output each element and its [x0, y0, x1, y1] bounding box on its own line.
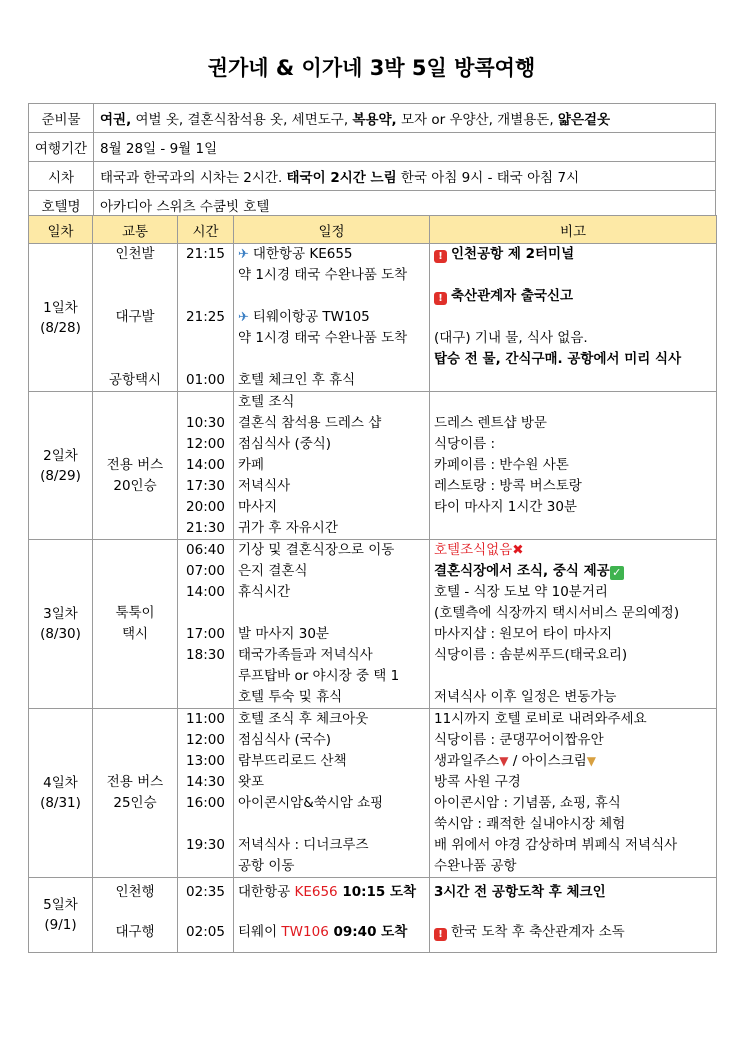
transport-line — [93, 370, 177, 391]
sched-text: 카페 — [238, 457, 265, 473]
transport-line — [93, 922, 177, 943]
transport-text: 툭툭이 — [115, 605, 155, 621]
time-line — [178, 455, 233, 476]
note-tail-text: / 아이스크림 — [508, 753, 587, 769]
time-line — [178, 370, 233, 391]
prep-part: 모자 or 우양산, 개별용돈, — [396, 112, 558, 128]
note-line — [430, 793, 716, 814]
note-line — [430, 709, 716, 730]
time-line — [178, 518, 233, 539]
note-line — [430, 476, 716, 497]
day-label: 2일차 — [43, 447, 78, 464]
time-cell — [178, 878, 234, 953]
prep-part: 복용약, — [352, 112, 397, 128]
note-text: 11시까지 호텔 로비로 내려와주세요 — [434, 711, 647, 727]
sched-text: 람부뜨리로드 산책 — [238, 753, 347, 769]
day-cell — [29, 244, 93, 392]
transport-line — [93, 666, 177, 687]
time-line — [178, 476, 233, 497]
time-text: 06:40 — [186, 542, 225, 558]
note-line — [430, 882, 716, 903]
transport-line — [93, 772, 177, 793]
transport-cell — [93, 878, 178, 953]
note-line — [430, 286, 716, 307]
sched-text: 기상 및 결혼식장으로 이동 — [238, 542, 395, 558]
timediff-text-b: 태국이 2시간 느림 — [286, 170, 397, 186]
flight-airline: 대한항공 — [238, 884, 295, 900]
note-text: 식당이름 : — [434, 436, 496, 452]
sched-line — [234, 922, 429, 943]
timediff-label: 시차 — [29, 162, 94, 191]
time-line — [178, 540, 233, 561]
sched-text: 결혼식 참석용 드레스 샵 — [238, 415, 382, 431]
day-row — [29, 392, 717, 540]
info-table — [28, 103, 716, 220]
day-label: 3일차 — [43, 606, 78, 622]
transport-line — [93, 687, 177, 708]
airplane-icon: ✈ — [238, 247, 249, 262]
note-text: 3시간 전 공항도착 후 체크인 — [434, 884, 606, 900]
day-date: (8/29) — [40, 467, 81, 484]
transport-line — [93, 624, 177, 645]
prep-part: 여권, — [100, 112, 132, 128]
note-line — [430, 624, 716, 645]
sched-text: 대한항공 KE655 — [252, 246, 353, 262]
time-line — [178, 328, 233, 349]
time-text: 11:00 — [186, 711, 225, 727]
time-text: 07:00 — [186, 563, 225, 579]
schedule-header-row — [29, 216, 717, 244]
note-cell — [430, 244, 717, 392]
sched-line — [234, 455, 429, 476]
day-row — [29, 878, 717, 953]
transport-line — [93, 793, 177, 814]
note-line — [430, 603, 716, 624]
transport-line — [93, 413, 177, 434]
transport-line — [93, 645, 177, 666]
transport-line — [93, 518, 177, 539]
note-text: 생과일주스 — [434, 753, 500, 769]
sched-line — [234, 730, 429, 751]
note-text: (호텔측에 식장까지 택시서비스 문의예정) — [434, 605, 680, 621]
note-line — [430, 582, 716, 603]
sched-text: 티웨이항공 TW105 — [252, 309, 370, 325]
note-text: 마사지샵 : 원모어 타이 마사지 — [434, 626, 613, 642]
sched-line — [234, 328, 429, 349]
note-line — [430, 856, 716, 877]
note-line — [430, 455, 716, 476]
transport-line — [93, 434, 177, 455]
day-date: (8/28) — [40, 319, 81, 336]
ice-cream-icon: ▼ — [586, 754, 597, 768]
sched-text: 점심식사 (국수) — [238, 732, 332, 748]
transport-text: 전용 버스 — [106, 457, 164, 473]
transport-line — [93, 392, 177, 413]
transport-text: 20인승 — [113, 478, 157, 494]
note-line — [430, 392, 716, 413]
sched-text: 호텔 조식 후 체크아웃 — [238, 711, 369, 727]
note-line — [430, 265, 716, 286]
note-text: 호텔조식없음 — [434, 542, 513, 558]
time-cell — [178, 709, 234, 878]
timediff-text-a: 태국과 한국과의 시차는 2시간. — [100, 170, 287, 186]
header-note: 비고 — [430, 216, 717, 244]
transport-line — [93, 856, 177, 877]
transport-cell — [93, 392, 178, 540]
time-line — [178, 497, 233, 518]
time-line — [178, 882, 233, 903]
time-text: 01:00 — [186, 372, 225, 388]
transport-line — [93, 882, 177, 903]
day-row — [29, 540, 717, 709]
period-value: 8월 28일 - 9월 1일 — [94, 133, 716, 162]
transport-line — [93, 751, 177, 772]
note-line — [430, 497, 716, 518]
time-line — [178, 709, 233, 730]
time-text: 12:00 — [186, 732, 225, 748]
prep-row — [29, 104, 716, 133]
note-line — [430, 835, 716, 856]
sched-line — [234, 772, 429, 793]
time-text: 17:30 — [186, 478, 225, 494]
sched-text: 귀가 후 자유시간 — [238, 520, 338, 536]
time-line — [178, 624, 233, 645]
schedule-table — [28, 215, 717, 953]
sched-line — [234, 687, 429, 708]
time-text: 10:30 — [186, 415, 225, 431]
time-line — [178, 814, 233, 835]
transport-line — [93, 244, 177, 265]
sched-line — [234, 835, 429, 856]
note-text: 아이콘시암 : 기념품, 쇼핑, 휴식 — [434, 795, 621, 811]
timediff-value — [94, 162, 716, 191]
time-line — [178, 561, 233, 582]
time-text: 16:00 — [186, 795, 225, 811]
time-line — [178, 307, 233, 328]
note-text: 저녁식사 이후 일정은 변동가능 — [434, 689, 617, 705]
sched-text: 휴식시간 — [238, 584, 291, 600]
flight-airline: 티웨이 — [238, 924, 282, 940]
sched-line — [234, 370, 429, 391]
airplane-icon: ✈ — [238, 310, 249, 325]
header-transport: 교통 — [93, 216, 178, 244]
note-line — [430, 244, 716, 265]
sched-text: 루프탑바 or 야시장 중 택 1 — [238, 668, 400, 684]
timediff-row — [29, 162, 716, 191]
transport-line — [93, 476, 177, 497]
note-text: 식당이름 : 쿤댕꾸어이짭유안 — [434, 732, 604, 748]
day-label: 4일차 — [43, 775, 78, 791]
check-mark-icon: ✓ — [610, 566, 624, 580]
time-line — [178, 793, 233, 814]
transport-line — [93, 497, 177, 518]
time-line — [178, 349, 233, 370]
day-date: (8/31) — [40, 795, 81, 811]
sched-line — [234, 349, 429, 370]
note-line — [430, 922, 716, 943]
warning-sign-icon: ! — [434, 250, 447, 263]
sched-line — [234, 265, 429, 286]
sched-text: 왓포 — [238, 774, 265, 790]
sched-line — [234, 666, 429, 687]
period-row — [29, 133, 716, 162]
time-cell — [178, 392, 234, 540]
warning-sign-icon: ! — [434, 292, 447, 305]
sched-text: 저녁식사 — [238, 478, 291, 494]
time-line — [178, 603, 233, 624]
sched-line — [234, 540, 429, 561]
sched-line — [234, 624, 429, 645]
sched-text: 발 마사지 30분 — [238, 626, 329, 642]
day-cell — [29, 709, 93, 878]
note-line — [430, 814, 716, 835]
transport-line — [93, 286, 177, 307]
sched-line — [234, 307, 429, 328]
day-cell — [29, 540, 93, 709]
period-label: 여행기간 — [29, 133, 94, 162]
transport-line — [93, 328, 177, 349]
prep-part: 얇은겉옷 — [557, 112, 611, 128]
note-line — [430, 370, 716, 391]
sched-cell — [234, 392, 430, 540]
transport-line — [93, 540, 177, 561]
time-line — [178, 286, 233, 307]
time-text: 21:30 — [186, 520, 225, 536]
time-line — [178, 751, 233, 772]
transport-cell — [93, 244, 178, 392]
time-text: 13:00 — [186, 753, 225, 769]
hotel-label: 호텔명 — [29, 191, 94, 220]
sched-cell — [234, 244, 430, 392]
sched-text: 호텔 조식 — [238, 394, 295, 410]
note-line — [430, 751, 716, 772]
time-line — [178, 856, 233, 877]
time-text: 12:00 — [186, 436, 225, 452]
note-text: 수완나품 공항 — [434, 858, 517, 874]
note-text: 탑승 전 물, 간식구매. 공항에서 미리 식사 — [434, 351, 682, 367]
time-line — [178, 730, 233, 751]
transport-text: 전용 버스 — [106, 774, 164, 790]
prep-part: 여벌 옷, 결혼식참석용 옷, 세면도구, — [131, 112, 353, 128]
day-row — [29, 244, 717, 392]
sched-text: 마사지 — [238, 499, 278, 515]
time-line — [178, 666, 233, 687]
note-line — [430, 413, 716, 434]
flight-number: KE656 — [294, 884, 338, 900]
header-time: 시간 — [178, 216, 234, 244]
note-text: 인천공항 제 2터미널 — [451, 246, 575, 262]
transport-text: 25인승 — [113, 795, 157, 811]
sched-line — [234, 476, 429, 497]
transport-text: 대구발 — [115, 309, 155, 325]
day-date: (8/30) — [40, 626, 81, 642]
note-text: 방콕 사원 구경 — [434, 774, 521, 790]
sched-line — [234, 413, 429, 434]
sched-line — [234, 709, 429, 730]
sched-line — [234, 286, 429, 307]
transport-line — [93, 582, 177, 603]
sched-line — [234, 244, 429, 265]
note-line — [430, 666, 716, 687]
note-text: 카페이름 : 반수원 사톤 — [434, 457, 569, 473]
note-line — [430, 434, 716, 455]
time-line — [178, 835, 233, 856]
transport-line — [93, 814, 177, 835]
day-label: 1일차 — [43, 299, 78, 316]
sched-line — [234, 793, 429, 814]
day-cell — [29, 392, 93, 540]
flight-arrival: 09:40 도착 — [328, 924, 408, 940]
flight-arrival: 10:15 도착 — [337, 884, 417, 900]
time-text: 02:05 — [186, 924, 225, 940]
sched-text: 저녁식사 : 디너크루즈 — [238, 837, 369, 853]
flight-number: TW106 — [281, 924, 329, 940]
sched-cell — [234, 540, 430, 709]
transport-line — [93, 603, 177, 624]
time-text: 20:00 — [186, 499, 225, 515]
sched-line — [234, 518, 429, 539]
sched-line — [234, 882, 429, 903]
transport-line — [93, 709, 177, 730]
sched-text: 호텔 투숙 및 휴식 — [238, 689, 343, 705]
transport-text: 인천행 — [115, 884, 155, 900]
note-line — [430, 645, 716, 666]
sched-line — [234, 582, 429, 603]
transport-line — [93, 265, 177, 286]
note-line — [430, 328, 716, 349]
day-cell — [29, 878, 93, 953]
time-cell — [178, 540, 234, 709]
transport-line — [93, 307, 177, 328]
time-line — [178, 645, 233, 666]
sched-text: 공항 이동 — [238, 858, 295, 874]
sched-cell — [234, 709, 430, 878]
header-day: 일차 — [29, 216, 93, 244]
day-label: 5일차 — [43, 897, 78, 913]
transport-line — [93, 835, 177, 856]
time-text: 21:15 — [186, 246, 225, 262]
note-text: 배 위에서 야경 감상하며 뷔페식 저녁식사 — [434, 837, 678, 853]
transport-line — [93, 349, 177, 370]
time-text: 18:30 — [186, 647, 225, 663]
note-text: 식당이름 : 솜분씨푸드(태국요리) — [434, 647, 628, 663]
sched-line — [234, 497, 429, 518]
note-text: 타이 마사지 1시간 30분 — [434, 499, 577, 515]
sched-text: 아이콘시암&쑥시암 쇼핑 — [238, 795, 384, 811]
timediff-text-c: 한국 아침 9시 - 태국 아침 7시 — [396, 170, 580, 186]
sched-line — [234, 561, 429, 582]
transport-line — [93, 730, 177, 751]
transport-cell — [93, 709, 178, 878]
sched-text: 은지 결혼식 — [238, 563, 308, 579]
warning-sign-icon: ! — [434, 928, 447, 941]
note-line — [430, 687, 716, 708]
header-schedule: 일정 — [234, 216, 430, 244]
sched-line — [234, 603, 429, 624]
time-cell — [178, 244, 234, 392]
transport-line — [93, 455, 177, 476]
time-text: 14:30 — [186, 774, 225, 790]
note-line — [430, 772, 716, 793]
time-text: 02:35 — [186, 884, 225, 900]
hotel-value: 아카디아 스위츠 수쿰빗 호텔 — [94, 191, 716, 220]
note-text: 결혼식장에서 조식, 중식 제공 — [434, 563, 610, 579]
note-cell — [430, 878, 717, 953]
time-line — [178, 413, 233, 434]
time-line — [178, 582, 233, 603]
time-line — [178, 392, 233, 413]
note-text: 레스토랑 : 방콕 버스토랑 — [434, 478, 582, 494]
sched-cell — [234, 878, 430, 953]
prep-value — [94, 104, 716, 133]
time-text: 21:25 — [186, 309, 225, 325]
note-line — [430, 730, 716, 751]
sched-text: 약 1시경 태국 수완나품 도착 — [238, 267, 408, 283]
time-text: 19:30 — [186, 837, 225, 853]
time-text: 17:00 — [186, 626, 225, 642]
page-title: 권가네 & 이가네 3박 5일 방콕여행 — [207, 56, 536, 80]
sched-text: 약 1시경 태국 수완나품 도착 — [238, 330, 408, 346]
note-cell — [430, 392, 717, 540]
sched-text: 호텔 체크인 후 휴식 — [238, 372, 356, 388]
note-text: 축산관계자 출국신고 — [451, 288, 574, 304]
day-row — [29, 709, 717, 878]
note-line — [430, 518, 716, 539]
note-text: 한국 도착 후 축산관계자 소독 — [451, 924, 625, 940]
note-text: 쑥시암 : 쾌적한 실내야시장 체험 — [434, 816, 626, 832]
time-line — [178, 244, 233, 265]
transport-text: 인천발 — [115, 246, 155, 262]
time-line — [178, 434, 233, 455]
note-cell — [430, 540, 717, 709]
time-line — [178, 772, 233, 793]
transport-line — [93, 561, 177, 582]
note-cell — [430, 709, 717, 878]
note-line — [430, 540, 716, 561]
cross-mark-icon: ✖ — [512, 542, 524, 558]
time-line — [178, 922, 233, 943]
time-line — [178, 265, 233, 286]
note-line — [430, 561, 716, 582]
transport-text: 택시 — [121, 626, 149, 642]
sched-line — [234, 814, 429, 835]
sched-line — [234, 856, 429, 877]
sched-line — [234, 645, 429, 666]
sched-text: 점심식사 (중식) — [238, 436, 332, 452]
note-text: (대구) 기내 물, 식사 없음. — [434, 330, 588, 346]
sched-line — [234, 434, 429, 455]
transport-text: 대구행 — [115, 924, 155, 940]
tropical-drink-icon: ▼ — [499, 754, 509, 768]
time-text: 14:00 — [186, 457, 225, 473]
sched-line — [234, 751, 429, 772]
prep-label: 준비물 — [29, 104, 94, 133]
day-date: (9/1) — [44, 917, 77, 933]
time-text: 14:00 — [186, 584, 225, 600]
sched-line — [234, 392, 429, 413]
sched-text: 태국가족들과 저녁식사 — [238, 647, 373, 663]
transport-cell — [93, 540, 178, 709]
note-line — [430, 349, 716, 370]
note-text: 드레스 렌트샵 방문 — [434, 415, 547, 431]
note-text: 호텔 - 식장 도보 약 10분거리 — [434, 584, 608, 600]
time-line — [178, 687, 233, 708]
transport-text: 공항택시 — [108, 372, 162, 388]
note-line — [430, 307, 716, 328]
